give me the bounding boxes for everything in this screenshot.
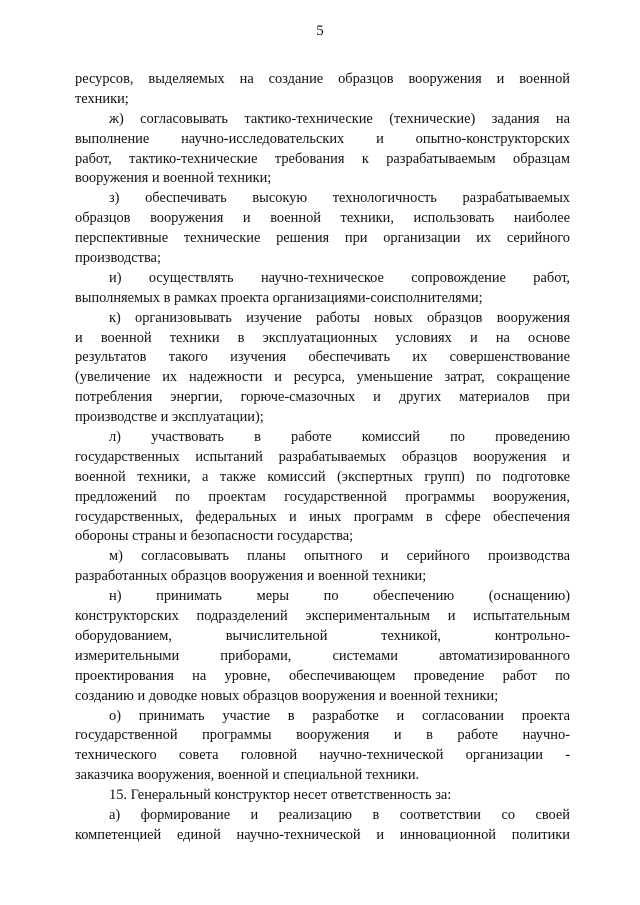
text-line: ж) согласовывать тактико-технические (технические) задания на bbox=[109, 110, 570, 127]
text-line: техники; bbox=[75, 90, 129, 107]
text-line: м) согласовывать планы опытного и серийного производства bbox=[109, 548, 570, 565]
text-line: конструкторских подразделений экспериментальным и испытательным bbox=[75, 608, 570, 625]
text-line: государственных испытаний разрабатываемых образцов вооружения и bbox=[75, 448, 570, 465]
text-line: производства; bbox=[75, 250, 161, 267]
text-line: вооружения и военной техники; bbox=[75, 170, 272, 187]
text-line: компетенцией единой научно-технической и инновационной политики bbox=[75, 826, 570, 843]
document-body bbox=[75, 70, 570, 846]
text-line: военной техники, а также комиссий (экспертных групп) по подготовке bbox=[75, 468, 570, 485]
text-line: выполняемых в рамках проекта организациями-соисполнителями; bbox=[75, 289, 483, 306]
text-line: л) участвовать в работе комиссий по проведению bbox=[109, 429, 570, 446]
text-line: з) обеспечивать высокую технологичность разрабатываемых bbox=[109, 190, 570, 207]
text-line: созданию и доводке новых образцов вооружения и военной техники; bbox=[75, 687, 499, 704]
text-line: потребления энергии, горюче-смазочных и других материалов при bbox=[75, 389, 570, 406]
text-line: заказчика вооружения, военной и специальной техники. bbox=[75, 767, 420, 784]
text-line: результатов такого изучения обеспечивать их совершенствование bbox=[75, 349, 570, 366]
text-line: измерительными приборами, системами автоматизированного bbox=[75, 647, 570, 664]
text-line: технического совета головной научно-технической организации - bbox=[75, 747, 570, 764]
text-line: производстве и эксплуатации); bbox=[75, 409, 264, 426]
text-line: а) формирование и реализацию в соответствии со своей bbox=[109, 806, 570, 823]
text-line: и) осуществлять научно-техническое сопровождение работ, bbox=[109, 269, 570, 286]
text-line: н) принимать меры по обеспечению (оснащению) bbox=[109, 588, 570, 605]
text-line: перспективные технические решения при организации их серийного bbox=[75, 230, 570, 247]
text-line: 15. Генеральный конструктор несет ответственность за: bbox=[109, 787, 452, 804]
text-line: и военной техники в эксплуатационных условиях и на основе bbox=[75, 329, 570, 346]
text-line: о) принимать участие в разработке и согласовании проекта bbox=[109, 707, 570, 724]
text-line: государственной программы вооружения и в работе научно- bbox=[75, 727, 570, 744]
text-line: предложений по проектам государственной программы вооружения, bbox=[75, 488, 570, 505]
text-line: государственных, федеральных и иных программ в сфере обеспечения bbox=[75, 508, 570, 525]
text-line: проектирования на уровне, обеспечивающем проведение работ по bbox=[75, 667, 570, 684]
page-number: 5 bbox=[316, 23, 324, 39]
text-line: к) организовывать изучение работы новых образцов вооружения bbox=[109, 309, 570, 326]
text-line: образцов вооружения и военной техники, использовать наиболее bbox=[75, 210, 570, 227]
text-line: разработанных образцов вооружения и военной техники; bbox=[75, 568, 427, 585]
text-line: ресурсов, выделяемых на создание образцов вооружения и военной bbox=[75, 71, 570, 87]
text-line: (увеличение их надежности и ресурса, уменьшение затрат, сокращение bbox=[75, 369, 570, 386]
text-line: оборудованием, вычислительной техникой, контрольно- bbox=[75, 627, 570, 644]
text-line: выполнение научно-исследовательских и опытно-конструкторских bbox=[75, 130, 570, 147]
text-line: обороны страны и безопасности государства; bbox=[75, 528, 354, 545]
text-line: работ, тактико-технические требования к разрабатываемым образцам bbox=[75, 150, 570, 167]
